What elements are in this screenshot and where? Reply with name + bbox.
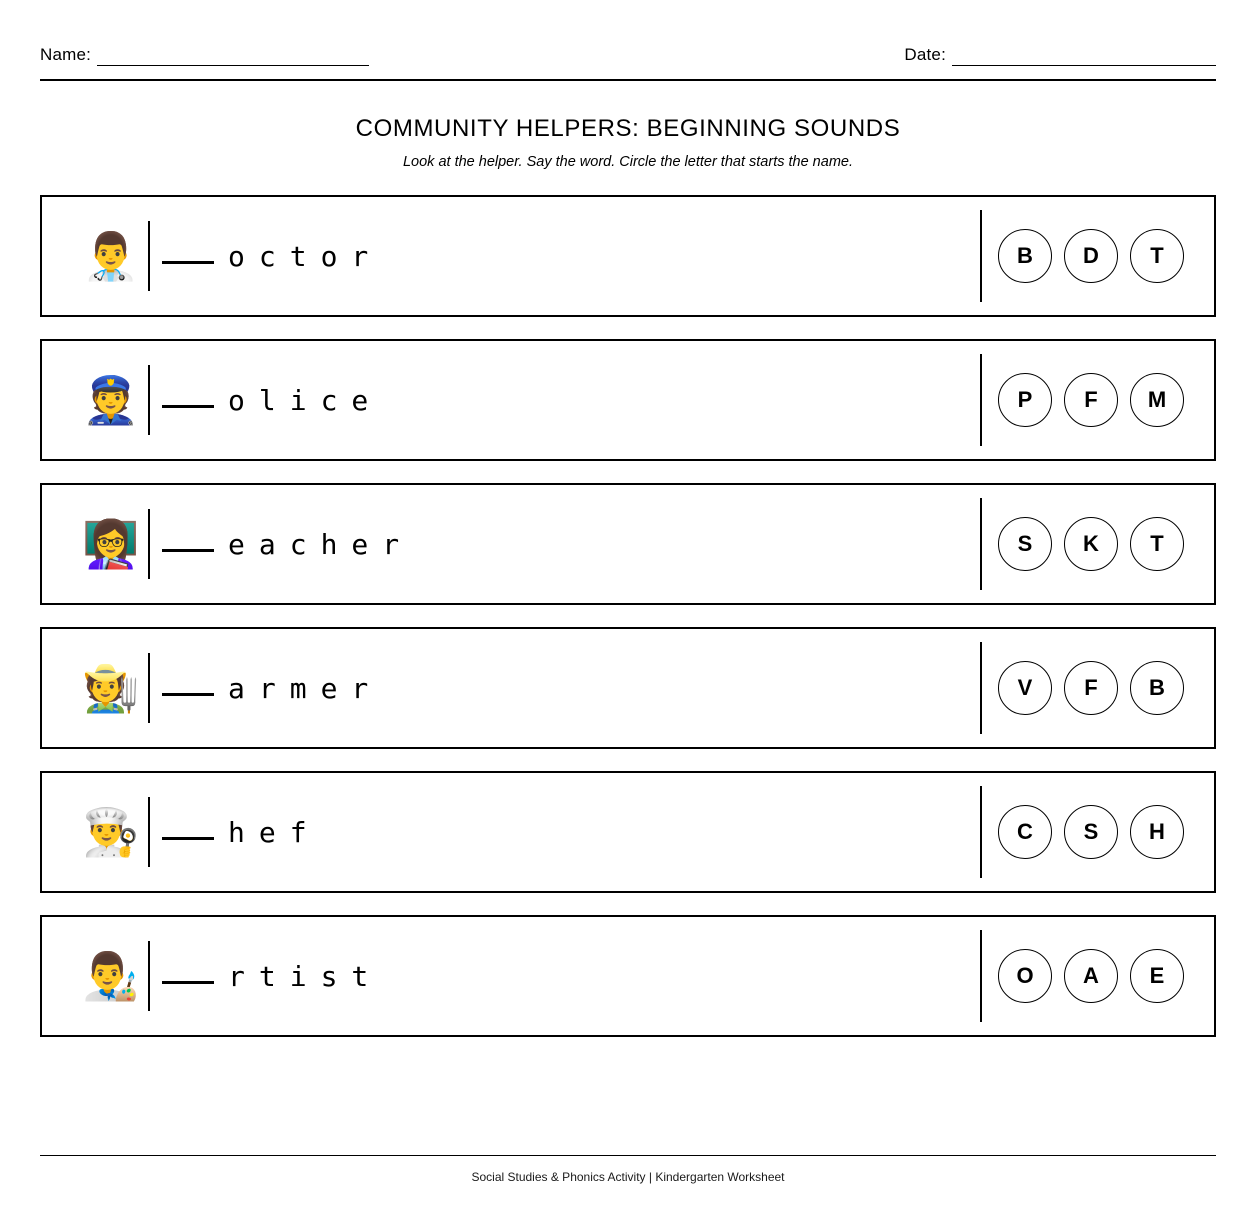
page-footer bbox=[40, 1155, 1216, 1184]
choice-group bbox=[998, 949, 1184, 1003]
answer-choices-area bbox=[980, 786, 1214, 878]
word-remainder: hef bbox=[228, 815, 321, 849]
word-prompt bbox=[162, 960, 382, 993]
title-block bbox=[40, 115, 1216, 170]
question-prompt bbox=[42, 653, 980, 723]
question-row bbox=[40, 915, 1216, 1037]
question-list bbox=[40, 195, 1216, 1037]
question-prompt bbox=[42, 221, 980, 291]
footer-text: Social Studies & Phonics Activity | Kindergarten Worksheet bbox=[471, 1170, 785, 1184]
word-prompt bbox=[162, 528, 413, 561]
chef-emoji: 👨‍🍳 bbox=[82, 806, 140, 858]
choice-option[interactable]: M bbox=[1130, 373, 1184, 427]
name-date-row bbox=[40, 0, 1216, 66]
date-field[interactable] bbox=[904, 45, 1216, 66]
question-row bbox=[40, 339, 1216, 461]
answer-choices-area bbox=[980, 930, 1214, 1022]
footer-divider bbox=[40, 1155, 1216, 1156]
choice-option[interactable]: A bbox=[1064, 949, 1118, 1003]
page-title: COMMUNITY HELPERS: BEGINNING SOUNDS bbox=[355, 115, 901, 142]
choice-option[interactable]: T bbox=[1130, 517, 1184, 571]
choice-option[interactable]: P bbox=[998, 373, 1052, 427]
choice-group bbox=[998, 229, 1184, 283]
question-prompt bbox=[42, 941, 980, 1011]
name-field[interactable] bbox=[40, 45, 369, 66]
choice-option[interactable]: V bbox=[998, 661, 1052, 715]
choice-option[interactable]: B bbox=[1130, 661, 1184, 715]
choice-group bbox=[998, 661, 1184, 715]
date-label: Date: bbox=[904, 45, 946, 64]
answer-choices-area bbox=[980, 354, 1214, 446]
answer-choices-area bbox=[980, 210, 1214, 302]
choices-divider bbox=[980, 498, 982, 590]
prompt-divider bbox=[148, 797, 150, 867]
choice-group bbox=[998, 373, 1184, 427]
missing-letter-blank[interactable] bbox=[162, 693, 214, 696]
choice-option[interactable]: E bbox=[1130, 949, 1184, 1003]
choice-option[interactable]: F bbox=[1064, 373, 1118, 427]
prompt-divider bbox=[148, 221, 150, 291]
doctor-emoji: 👨‍⚕️ bbox=[82, 230, 140, 282]
choice-option[interactable]: T bbox=[1130, 229, 1184, 283]
choice-option[interactable]: D bbox=[1064, 229, 1118, 283]
word-remainder: octor bbox=[228, 239, 383, 273]
choices-divider bbox=[980, 210, 982, 302]
word-remainder: eacher bbox=[228, 527, 414, 561]
choice-option[interactable]: F bbox=[1064, 661, 1118, 715]
choice-option[interactable]: K bbox=[1064, 517, 1118, 571]
word-prompt bbox=[162, 240, 382, 273]
word-prompt bbox=[162, 384, 382, 417]
choices-divider bbox=[980, 786, 982, 878]
missing-letter-blank[interactable] bbox=[162, 837, 214, 840]
header-divider bbox=[40, 79, 1216, 81]
choices-divider bbox=[980, 642, 982, 734]
question-row bbox=[40, 771, 1216, 893]
missing-letter-blank[interactable] bbox=[162, 549, 214, 552]
choice-group bbox=[998, 517, 1184, 571]
question-prompt bbox=[42, 365, 980, 435]
word-remainder: rtist bbox=[228, 959, 383, 993]
missing-letter-blank[interactable] bbox=[162, 261, 214, 264]
prompt-divider bbox=[148, 365, 150, 435]
prompt-divider bbox=[148, 509, 150, 579]
police-officer-emoji: 👮 bbox=[82, 374, 140, 426]
name-write-line[interactable] bbox=[97, 49, 369, 66]
date-write-line[interactable] bbox=[952, 49, 1216, 66]
choice-option[interactable]: C bbox=[998, 805, 1052, 859]
artist-emoji: 👨‍🎨 bbox=[82, 950, 140, 1002]
teacher-emoji: 👩‍🏫 bbox=[82, 518, 140, 570]
choice-option[interactable]: H bbox=[1130, 805, 1184, 859]
question-row bbox=[40, 195, 1216, 317]
question-row bbox=[40, 483, 1216, 605]
prompt-divider bbox=[148, 941, 150, 1011]
choice-option[interactable]: S bbox=[998, 517, 1052, 571]
missing-letter-blank[interactable] bbox=[162, 405, 214, 408]
choice-option[interactable]: B bbox=[998, 229, 1052, 283]
word-prompt bbox=[162, 672, 382, 705]
missing-letter-blank[interactable] bbox=[162, 981, 214, 984]
choice-group bbox=[998, 805, 1184, 859]
answer-choices-area bbox=[980, 498, 1214, 590]
choice-option[interactable]: O bbox=[998, 949, 1052, 1003]
answer-choices-area bbox=[980, 642, 1214, 734]
word-prompt bbox=[162, 816, 321, 849]
question-row bbox=[40, 627, 1216, 749]
farmer-emoji: 🧑‍🌾 bbox=[82, 662, 140, 714]
question-prompt bbox=[42, 509, 980, 579]
name-label: Name: bbox=[40, 45, 92, 64]
choices-divider bbox=[980, 354, 982, 446]
question-prompt bbox=[42, 797, 980, 867]
word-remainder: armer bbox=[228, 671, 383, 705]
choices-divider bbox=[980, 930, 982, 1022]
word-remainder: olice bbox=[228, 383, 383, 417]
prompt-divider bbox=[148, 653, 150, 723]
instructions-text: Look at the helper. Say the word. Circle the letter that starts the name. bbox=[402, 154, 853, 170]
choice-option[interactable]: S bbox=[1064, 805, 1118, 859]
